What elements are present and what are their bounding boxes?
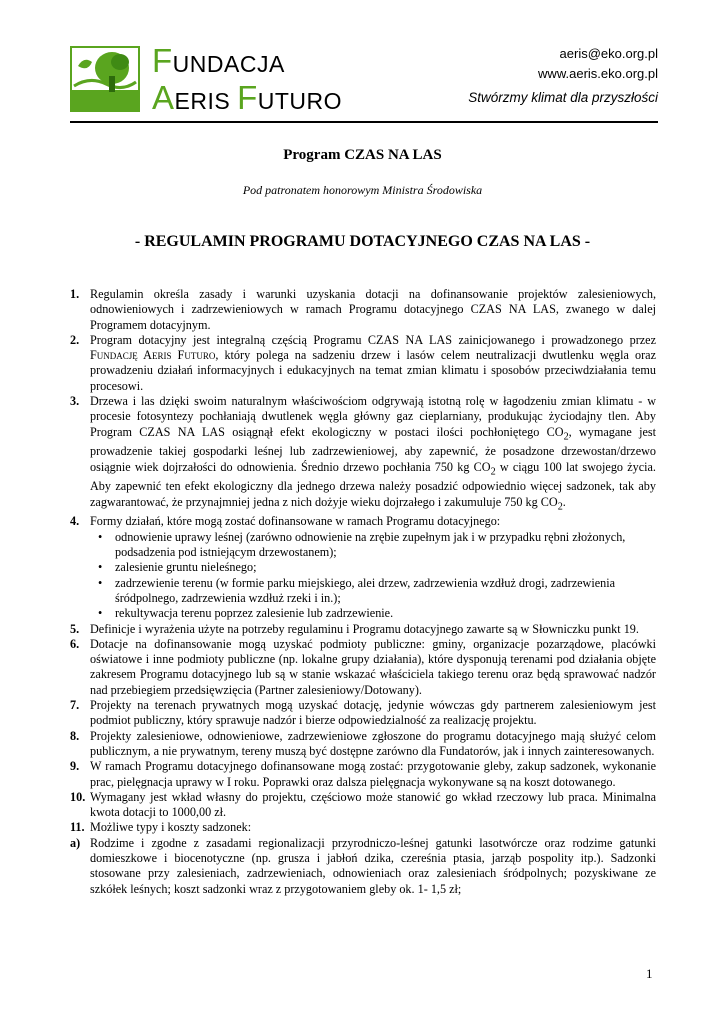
patronage-note: Pod patronatem honorowym Ministra Środowiska (242, 183, 483, 197)
list-item: 11. Możliwe typy i koszty sadzonek: (70, 820, 252, 835)
list-item: 2. Program dotacyjny jest integralną częścią Programu CZAS NA LAS zainicjowanego i prowadzonego przez Fundację Aeris Futuro, który polega na sadzeniu drzew i lasów celem neutralizacji dwutlenku węgla oraz prowadzeniu działań informacyjnych i edukacyjnych na temat zmian klimatu i sposobów przeciwdziałania temu procesowi. (70, 332, 656, 393)
list-item: 6. Dotacje na dofinansowanie mogą uzyskać podmioty publiczne: gminy, organizacje pozarządowe, placówki oświatowe i inne podmioty publiczne (np. lokalne grupy działania), które dysponują terenami pod działania objęte zakresem Programu dotacyjnego lub są w stanie wskazać właściciela takiego terenu oraz będą sprawować nadzór nad przebiegiem przedsięwzięcia (Partner zalesieniowy/Dotowany). (70, 636, 656, 697)
header-divider (70, 121, 658, 123)
action-forms-list (70, 530, 656, 622)
slogan: Stwórzmy klimat dla przyszłości (468, 90, 658, 105)
list-item: 7. Projekty na terenach prywatnych mogą uzyskać dotację, jedynie wówczas gdy partnerem zalesieniowym jest podmiot publiczny, który sprawuje nadzór i bierze odpowiedzialność za realizację projektu. (70, 698, 656, 728)
sub-item: a) Rodzime i zgodne z zasadami regionalizacji przyrodniczo-leśnej gatunki lasotwórcze oraz rodzime gatunki domieszkowe i biocenotyczne (np. grusza i jabłoń dzika, czereśnia ptasia, jarząb pospolity itp.). Sadzonki stosowane przy zalesieniach, zadrzewieniach, odnowieniach oraz zalesieniach śródpolnych; pozyskiwane ze szkółek leśnych; koszt sadzonki wraz z przygotowaniem gleby ok. 1- 1,5 zł; (70, 835, 656, 896)
bullet-item: • rekultywacja terenu poprzez zalesienie lub zadrzewienie. (98, 606, 656, 621)
foundation-logo-text: FUNDACJA AERIS FUTURO (152, 42, 343, 116)
bullet-item: • zadrzewienie terenu (w formie parku miejskiego, alei drzew, zadrzewienia wzdłuż drogi, zadrzewienia śródpolnego, zadrzewienia wzdłuż rzeki i in.); (98, 576, 656, 607)
list-item: 8. Projekty zalesieniowe, odnowieniowe, zadrzewieniowe zgłoszone do programu dotacyjnego mają służyć celom publicznym, a nie prywatnym, tereny muszą być dostępne zarówno dla Fundatorów, jak i innych zainteresowanych. (70, 728, 656, 758)
list-item: 9. W ramach Programu dotacyjnego dofinansowane mogą zostać: przygotowanie gleby, zakup sadzonek, wykonanie prac, pielęgnacja uprawy w I roku. Poprawki oraz dalsza pielęgnacja wykonywane są na koszt dotowanego. (70, 759, 656, 789)
bullet-item: • odnowienie uprawy leśnej (zarówno odnowienie na zrębie zupełnym jak i w przypadku rębni złożonych, podsadzenia pod istniejącym drzewostanem); (98, 530, 656, 561)
foundation-name: Fundację Aeris Futuro (90, 348, 216, 363)
program-title: Program CZAS NA LAS (283, 147, 442, 163)
regulations-title: - REGULAMIN PROGRAMU DOTACYJNEGO CZAS NA LAS - (134, 233, 591, 250)
regulations-body (70, 287, 656, 897)
letterhead (70, 40, 658, 120)
email-link[interactable]: aeris@eko.org.pl (559, 46, 658, 61)
page-number: 1 (646, 966, 653, 981)
tree-leaf-logo-icon (70, 46, 140, 112)
list-item: 1. Regulamin określa zasady i warunki uzyskania dotacji na dofinansowanie projektów zalesieniowych, odnowieniowych i zadrzewieniowych w ramach Programu dotacyjnego CZAS NA LAS, zwanego w dalej Programem dotacyjnym. (70, 287, 656, 332)
bullet-item: • zalesienie gruntu nieleśnego; (98, 560, 656, 575)
contact-info (468, 44, 658, 108)
list-item: 4. Formy działań, które mogą zostać dofinansowane w ramach Programu dotacyjnego: (70, 514, 501, 529)
list-item: 10. Wymagany jest wkład własny do projektu, częściowo może stanowić go wkład rzeczowy lub praca. Minimalna kwota dotacji to 1000,00 zł. (70, 789, 656, 820)
list-item: 3. Drzewa i las dzięki swoim naturalnym właściwościom odgrywają istotną rolę w łagodzeniu zmian klimatu - w procesie fotosyntezy pochłaniają dwutlenek węgla główny gaz cieplarniany, produkując życiodajny tlen. Aby Program CZAS NA LAS osiągnął efekt ekologiczny w postaci ilości pochłoniętego $CO_2$, wymagane jest prowadzenie takiej gospodarki leśnej lub zadrzewieniowej, aby zapewnić, że posadzone drzewostan/drzewo osiągnie wiek dojrzałości do odnowienia. Średnio drzewo pochłania 750 kg $CO_2$ w ciągu 100 lat swojego życia. Aby zapewnić ten efekt ekologiczny dla jednego drzewa należy posadzić odpowiednio więcej sadzonek, tak aby zagwarantować, że przynajmniej jedna z nich dożyje wieku dojrzałego i zakumuluje 750 kg $CO_2$. (70, 394, 656, 513)
website-link[interactable]: www.aeris.eko.org.pl (538, 66, 658, 81)
list-item: 5. Definicje i wyrażenia użyte na potrzeby regulaminu i Programu dotacyjnego zawarte są w Słowniczku punkt 19. (70, 621, 639, 636)
